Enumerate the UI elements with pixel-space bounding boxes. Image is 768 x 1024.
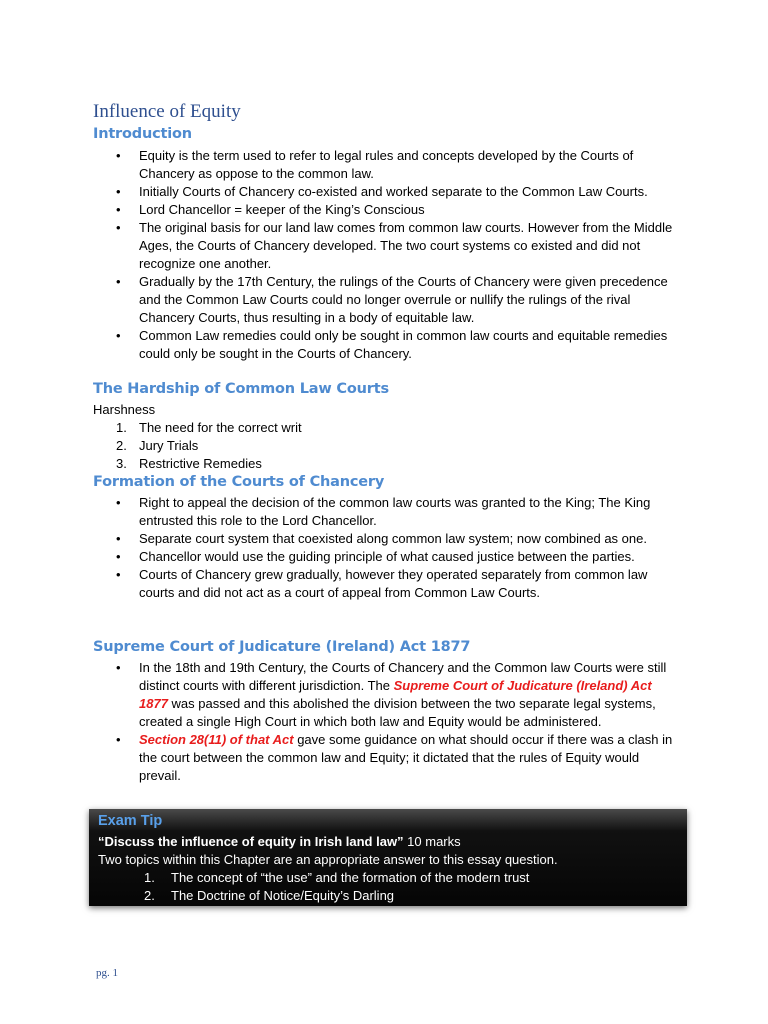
- list-item: 2. Jury Trials: [116, 438, 199, 453]
- list-item: 2. The Doctrine of Notice/Equity’s Darling: [144, 888, 395, 903]
- bullet-icon: •: [116, 549, 121, 564]
- page-title: Influence of Equity: [93, 101, 241, 122]
- list-item: • Lord Chancellor = keeper of the King’s Conscious: [116, 202, 425, 217]
- heading-supreme-court: Supreme Court of Judicature (Ireland) Act 1877: [93, 639, 471, 655]
- exam-tip-list: [89, 869, 679, 905]
- bullet-icon: •: [116, 531, 121, 546]
- list-item: 1. The concept of “the use” and the formation of the modern trust: [144, 870, 530, 885]
- heading-hardship: The Hardship of Common Law Courts: [93, 381, 389, 397]
- list-item: • Chancellor would use the guiding principle of what caused justice between the parties.: [116, 549, 635, 564]
- list-item: 3. Restrictive Remedies: [116, 456, 262, 471]
- heading-introduction: Introduction: [93, 126, 192, 142]
- list-item: • In the 18th and 19th Century, the Courts of Chancery and the Common law Courts were still distinct courts with different jurisdiction. The Supreme Court of Judicature (Ireland) Act 1877 was passed and this abolished the division between the two separate legal systems, created a single High Court in which both law and Equity would be administered.: [116, 660, 667, 729]
- list-item: • Separate court system that coexisted along common law system; now combined as one.: [116, 531, 647, 546]
- list-item: • Gradually by the 17th Century, the rulings of the Courts of Chancery were given precedence and the Common Law Courts could no longer overrule or nullify the rulings of the rival Chancery Courts, thus resulting in a body of equitable law.: [116, 274, 668, 325]
- list-item: • Section 28(11) of that Act gave some guidance on what should occur if there was a clash in the court between the common law and Equity; it dictated that the rules of Equity would prevail.: [116, 732, 673, 783]
- formation-list: [0, 494, 680, 602]
- bullet-icon: •: [116, 148, 121, 163]
- bullet-icon: •: [116, 202, 121, 217]
- list-item: • Initially Courts of Chancery co-existed and worked separate to the Common Law Courts.: [116, 184, 648, 199]
- hardship-list: [0, 419, 680, 473]
- list-item: • The original basis for our land law comes from common law courts. However from the Middle Ages, the Courts of Chancery developed. The two court systems co existed and did not recognize one another.: [116, 220, 673, 271]
- bullet-icon: •: [116, 495, 121, 510]
- act-reference: Supreme Court of Judicature (Ireland) Act 1877: [139, 678, 652, 711]
- bullet-icon: •: [116, 660, 121, 675]
- exam-tip-description: Two topics within this Chapter are an appropriate answer to this essay question.: [98, 852, 558, 867]
- list-item: • Courts of Chancery grew gradually, however they operated separately from common law courts and did not act as a court of appeal from Common Law Courts.: [116, 567, 648, 600]
- subheading-harshness: Harshness: [93, 402, 156, 417]
- section-reference: Section 28(11) of that Act: [139, 732, 294, 747]
- introduction-list: [0, 147, 680, 363]
- list-item: 1. The need for the correct writ: [116, 420, 302, 435]
- exam-tip-heading: Exam Tip: [98, 813, 163, 829]
- bullet-icon: •: [116, 732, 121, 747]
- heading-formation: Formation of the Courts of Chancery: [93, 474, 385, 490]
- page-number: pg. 1: [96, 967, 118, 979]
- exam-tip-question: “Discuss the influence of equity in Irish land law” 10 marks: [98, 834, 461, 849]
- list-item: • Right to appeal the decision of the common law courts was granted to the King; The King entrusted this role to the Lord Chancellor.: [116, 495, 651, 528]
- bullet-icon: •: [116, 220, 121, 235]
- bullet-icon: •: [116, 184, 121, 199]
- list-item: • Equity is the term used to refer to legal rules and concepts developed by the Courts of Chancery as oppose to the common law.: [116, 148, 634, 181]
- bullet-icon: •: [116, 328, 121, 343]
- bullet-icon: •: [116, 567, 121, 582]
- list-item: • Common Law remedies could only be sought in common law courts and equitable remedies could only be sought in the Courts of Chancery.: [116, 328, 668, 361]
- supreme-court-list: [0, 659, 680, 785]
- bullet-icon: •: [116, 274, 121, 289]
- exam-tip-box: [89, 809, 687, 906]
